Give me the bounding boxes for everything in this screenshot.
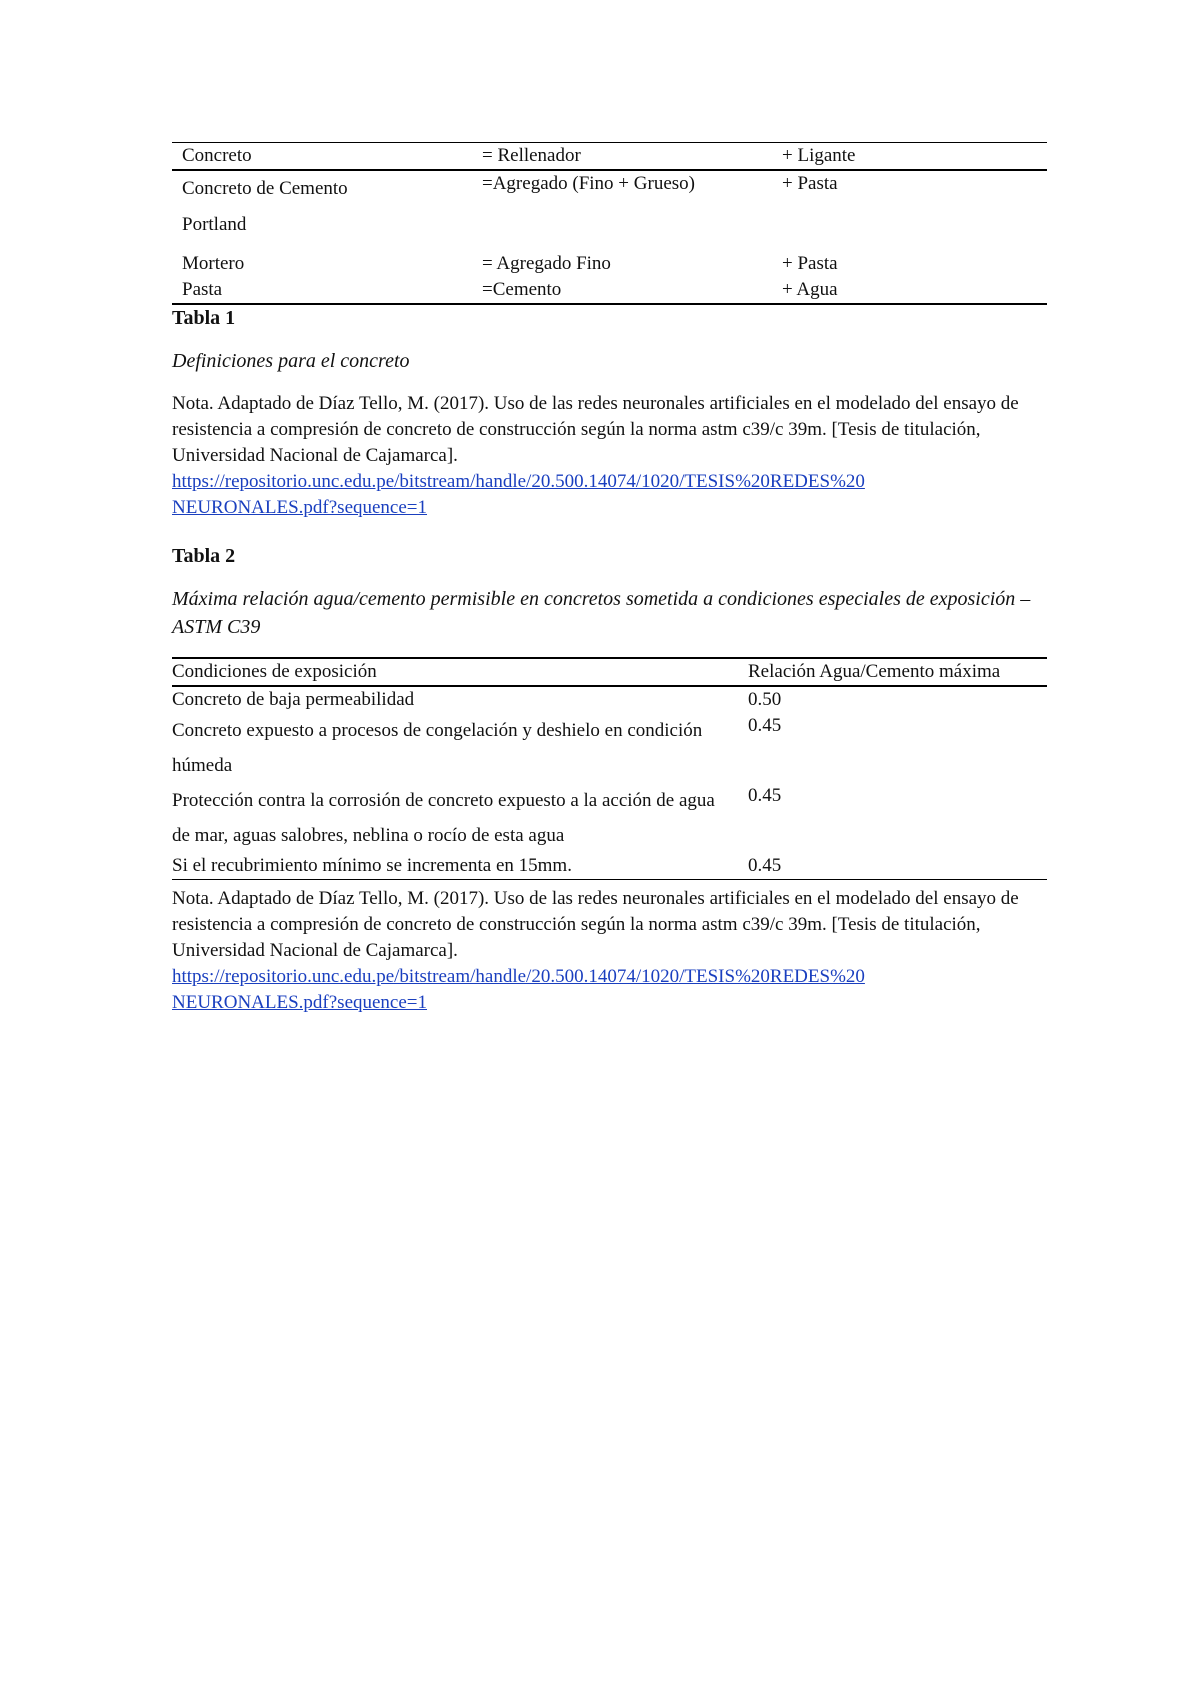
table2-source-link[interactable]: https://repositorio.unc.edu.pe/bitstream/handle/20.500.14074/1020/TESIS%20REDES%20NEURONALES.pdf?sequence=1 bbox=[172, 966, 865, 1013]
table1-label: Tabla 1 bbox=[172, 307, 236, 329]
column-header: Condiciones de exposición bbox=[172, 658, 748, 686]
table2-note: Nota. Adaptado de Díaz Tello, M. (2017). Uso de las redes neuronales artificiales en el modelado del ensayo de resistencia a compresión de concreto de construcción según la norma astm c39/c 39m. [Tesis de titulación, Universidad Nacional de Cajamarca]. bbox=[172, 888, 1019, 961]
table-row bbox=[172, 143, 1047, 171]
table-cell: Si el recubrimiento mínimo se incrementa en 15mm. bbox=[172, 855, 572, 876]
table-cell: Concreto de baja permeabilidad bbox=[172, 689, 415, 710]
table-cell: Concreto bbox=[172, 143, 472, 171]
table-cell: Concreto expuesto a procesos de congelación y deshielo en condición húmeda bbox=[172, 720, 703, 776]
table-cell: Mortero bbox=[182, 253, 245, 274]
page-content bbox=[172, 142, 1047, 1016]
table1-title: Definiciones para el concreto bbox=[172, 350, 410, 372]
table-row bbox=[172, 251, 1047, 277]
table-cell: =Cemento bbox=[482, 279, 562, 300]
table-cell: 0.50 bbox=[748, 689, 782, 710]
table2-link-wrap bbox=[172, 964, 1047, 1016]
table2-label: Tabla 2 bbox=[172, 545, 236, 567]
table2-title: Máxima relación agua/cemento permisible en concretos sometida a condiciones especiales de exposición – ASTM C39 bbox=[172, 588, 1031, 638]
table-cell: 0.45 bbox=[748, 715, 782, 736]
table-cell: 0.45 bbox=[748, 855, 782, 876]
definitions-table bbox=[172, 142, 1047, 305]
table-cell: + Pasta bbox=[782, 173, 838, 194]
table-cell: Protección contra la corrosión de concreto expuesto a la acción de agua de mar, aguas salobres, neblina o rocío de esta agua bbox=[172, 790, 715, 846]
table-row bbox=[172, 686, 1047, 713]
table-header-row bbox=[172, 658, 1047, 686]
table-row bbox=[172, 713, 1047, 783]
table-cell: + Ligante bbox=[772, 143, 1047, 171]
table-cell: Pasta bbox=[182, 279, 223, 300]
table1-link-wrap bbox=[172, 469, 1047, 521]
table-cell: =Agregado (Fino + Grueso) bbox=[482, 173, 695, 194]
table1-note: Nota. Adaptado de Díaz Tello, M. (2017). Uso de las redes neuronales artificiales en el modelado del ensayo de resistencia a compresión de concreto de construcción según la norma astm c39/c 39m. [Tesis de titulación, Universidad Nacional de Cajamarca]. bbox=[172, 393, 1019, 466]
table-row bbox=[172, 783, 1047, 853]
column-header: Relación Agua/Cemento máxima bbox=[748, 658, 1047, 686]
table-cell: 0.45 bbox=[748, 785, 782, 806]
water-cement-table bbox=[172, 657, 1047, 880]
table-cell bbox=[172, 170, 472, 251]
table-row bbox=[172, 170, 1047, 251]
table-cell: = Rellenador bbox=[472, 143, 772, 171]
table-cell: = Agregado Fino bbox=[482, 253, 611, 274]
table1-source-link[interactable]: https://repositorio.unc.edu.pe/bitstream/handle/20.500.14074/1020/TESIS%20REDES%20NEURONALES.pdf?sequence=1 bbox=[172, 471, 865, 518]
cell-text: Concreto de Cemento Portland bbox=[182, 178, 348, 235]
table-cell: + Agua bbox=[782, 279, 838, 300]
table-row bbox=[172, 277, 1047, 304]
table-cell: + Pasta bbox=[782, 253, 838, 274]
table-row bbox=[172, 853, 1047, 880]
